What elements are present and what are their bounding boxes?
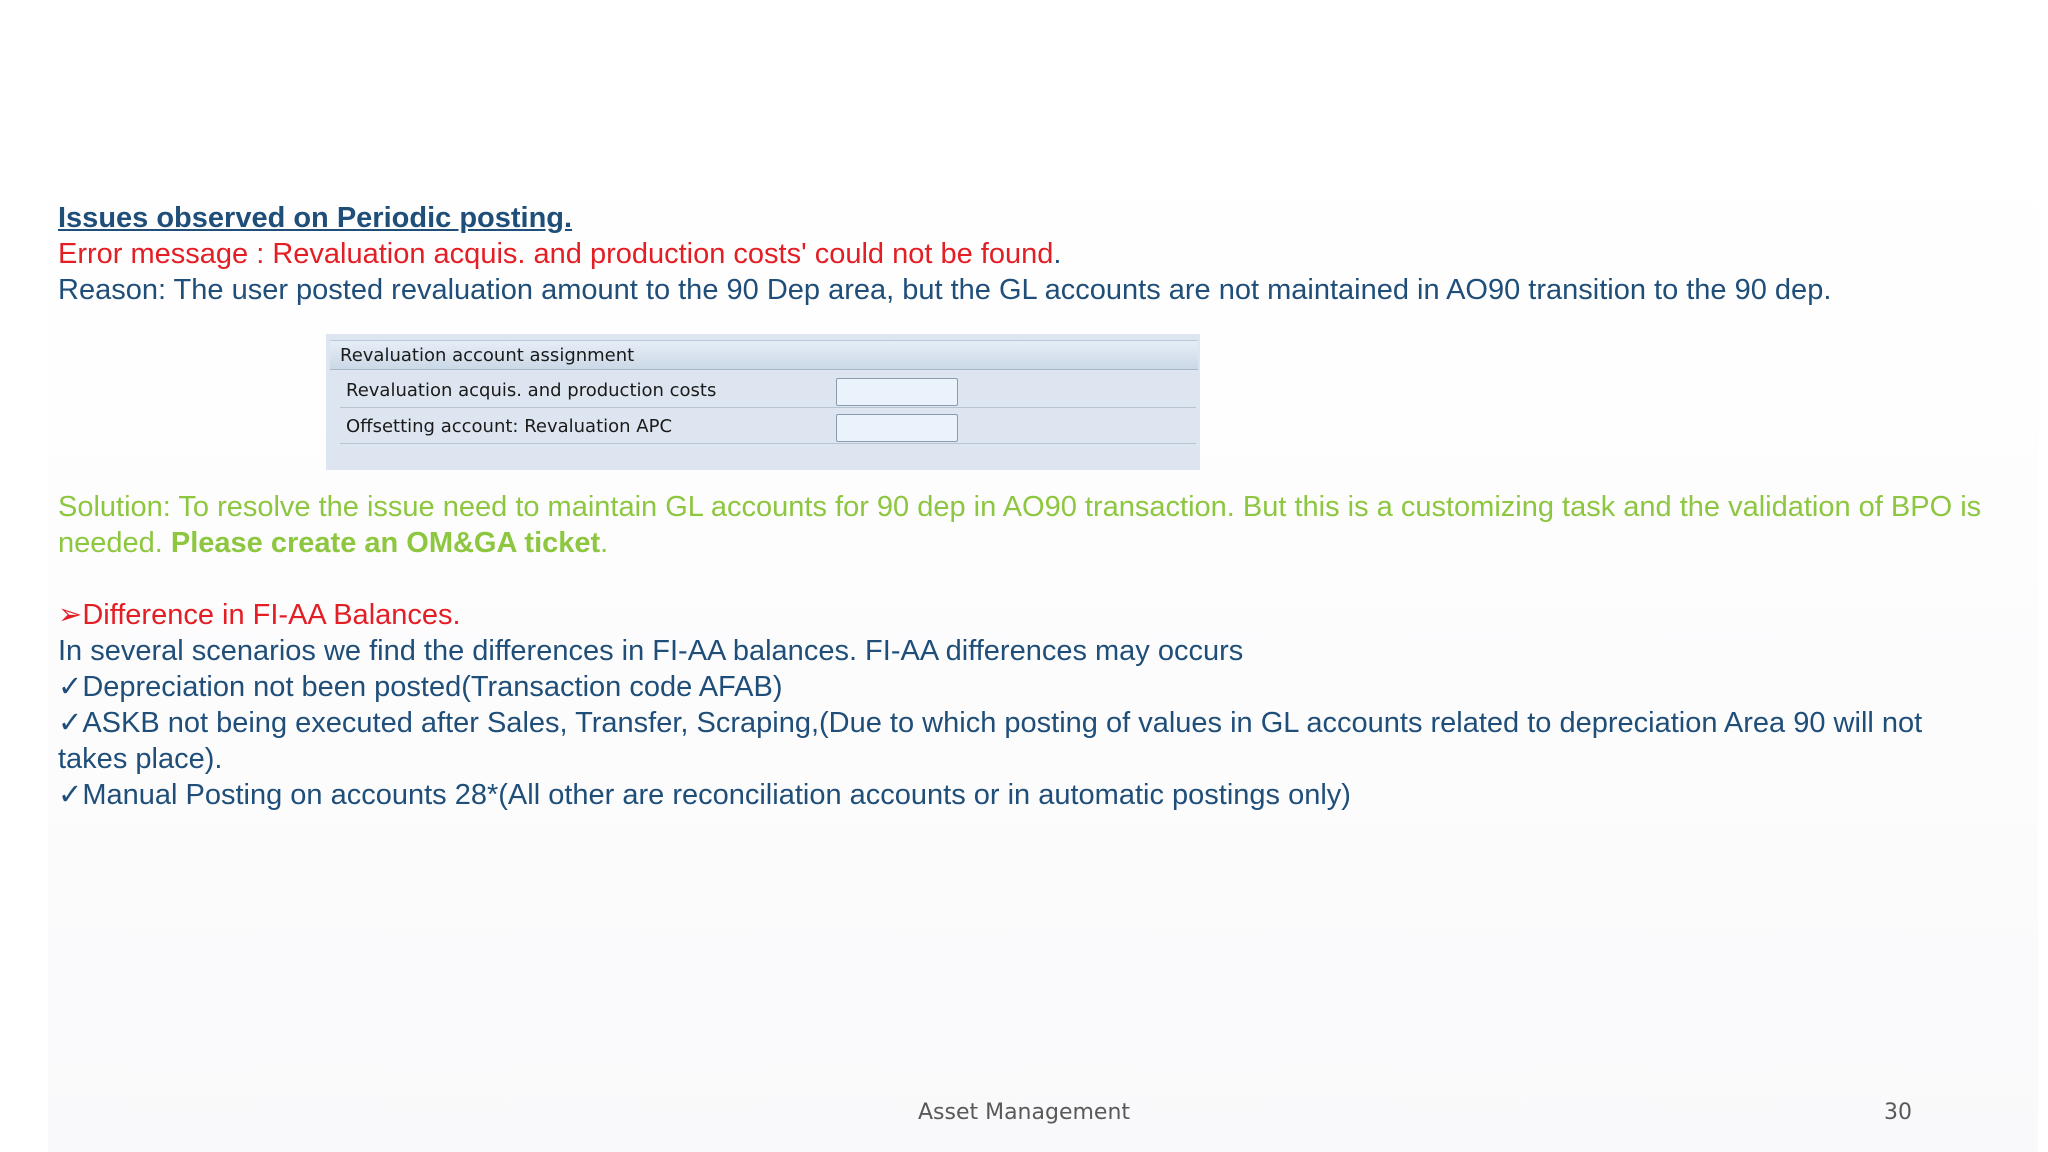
checkmark-icon: ✓ <box>58 671 83 703</box>
revaluation-costs-input[interactable] <box>836 378 958 406</box>
checkmark-icon: ✓ <box>58 707 83 739</box>
footer-title: Asset Management <box>917 1100 1131 1125</box>
sap-row-label: Revaluation acquis. and production costs <box>346 380 717 401</box>
check-item-text: Depreciation not been posted(Transaction code AFAB) <box>82 671 783 703</box>
blank-line <box>58 561 1988 597</box>
difference-heading <box>58 597 1988 633</box>
offsetting-account-input[interactable] <box>836 414 958 442</box>
error-suffix: . <box>1053 238 1062 270</box>
heading-text: Issues observed on Periodic posting. <box>58 202 573 234</box>
sap-row-label: Offsetting account: Revaluation APC <box>346 416 673 437</box>
solution-suffix: . <box>600 527 609 559</box>
solution-ticket: Please create an OM&GA ticket <box>170 527 601 559</box>
intro-text: In several scenarios we find the differences in FI-AA balances. FI-AA differences may occurs <box>58 635 1244 667</box>
checkmark-icon: ✓ <box>58 779 83 811</box>
sap-panel-title: Revaluation account assignment <box>330 340 1198 370</box>
error-message <box>58 236 1988 272</box>
section-heading <box>58 200 1988 236</box>
arrow-bullet-icon: ➢ <box>58 599 83 631</box>
difference-title: Difference in FI-AA Balances. <box>82 599 461 631</box>
check-item-text: ASKB not being executed after Sales, Transfer, Scraping,(Due to which posting of values in GL accounts related to depreciation Area 90 will not takes place). <box>58 707 1923 775</box>
sap-row-revaluation-costs <box>340 374 1196 408</box>
slide-content <box>58 200 1988 813</box>
check-item-text: Manual Posting on accounts 28*(All other are reconciliation accounts or in automatic postings only) <box>82 779 1351 811</box>
check-item <box>58 705 1988 777</box>
solution-text <box>58 489 1988 561</box>
page-number: 30 <box>1884 1100 1912 1125</box>
check-item <box>58 777 1988 813</box>
sap-row-offsetting-account <box>340 410 1196 444</box>
error-text: Error message : Revaluation acquis. and production costs' could not be found <box>58 238 1054 270</box>
solution-body: Solution: To resolve the issue need to maintain GL accounts for 90 dep in AO90 transaction. But this is a customizing task and the validation of BPO is needed. <box>58 491 1982 559</box>
reason-text: Reason: The user posted revaluation amount to the 90 Dep area, but the GL accounts are not maintained in AO90 transition to the 90 dep. <box>58 274 1832 306</box>
check-item <box>58 669 1988 705</box>
sap-revaluation-panel <box>326 334 1200 470</box>
